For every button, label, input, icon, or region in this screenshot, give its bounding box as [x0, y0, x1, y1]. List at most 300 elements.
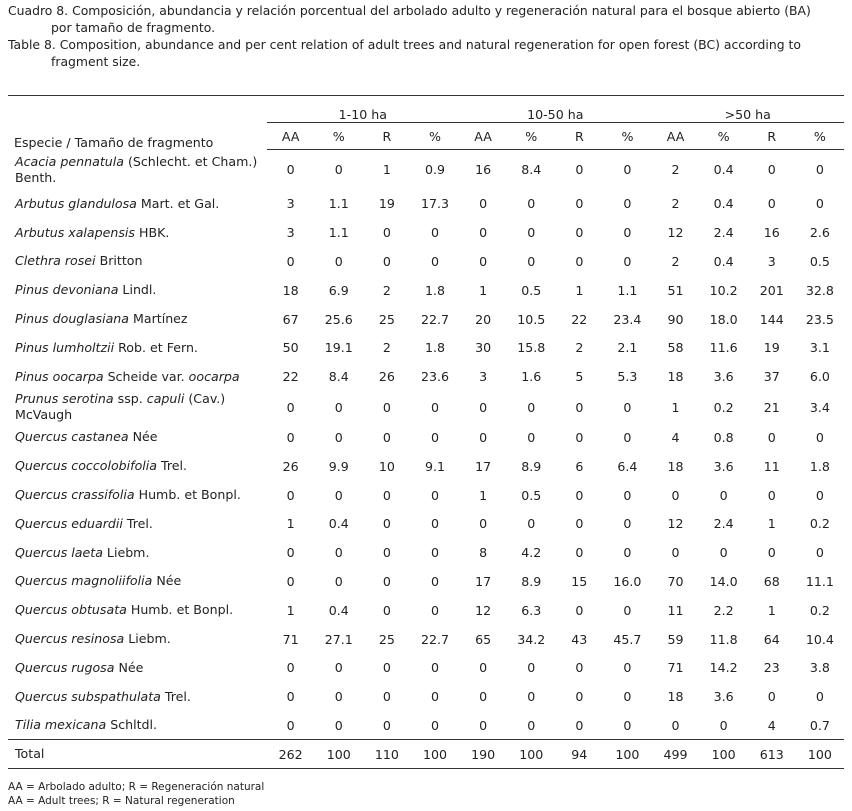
caption-spanish-text: Cuadro 8. Composición, abundancia y relación porcentual del arbolado adulto y regeneración natural para el bosque abierto (BA)	[8, 3, 811, 18]
value-cell: 0.4	[328, 602, 349, 618]
value-cell: 25.6	[324, 311, 353, 327]
total-value-cell: 100	[700, 740, 748, 769]
value-cell: 3.8	[809, 660, 830, 676]
value-cell: 1	[286, 516, 295, 532]
value-cell: 0	[286, 487, 295, 503]
value-cell: 0	[430, 717, 439, 733]
caption-english	[8, 36, 846, 70]
value-cell: 0	[623, 660, 632, 676]
species-cell	[8, 452, 267, 481]
value-cell: 0	[767, 545, 776, 561]
total-value-cell: 100	[603, 740, 651, 769]
value-cell: 0	[382, 602, 391, 618]
value-cell: 1.6	[521, 369, 542, 385]
species-author: Née	[152, 573, 182, 589]
value-cell: 0.4	[328, 516, 349, 532]
value-cell: 2.6	[809, 225, 830, 241]
value-cell: 0	[623, 399, 632, 415]
value-cell: 0	[575, 253, 584, 269]
species-author: Britton	[95, 253, 143, 269]
value-cell: 0	[479, 689, 488, 705]
value-cell: 2.2	[713, 602, 734, 618]
value-cell: 0	[815, 545, 824, 561]
species-genus: Pinus oocarpa	[15, 368, 104, 384]
caption-spanish	[8, 2, 846, 36]
value-cell: 0	[382, 717, 391, 733]
species-infraspecific: oocarpa	[188, 368, 240, 384]
value-cell: 5.3	[617, 369, 638, 385]
value-cell: 2	[575, 340, 584, 356]
table-row	[8, 150, 844, 190]
column-header: %	[507, 123, 555, 150]
value-cell: 0	[430, 399, 439, 415]
value-cell: 43	[571, 631, 588, 647]
value-cell: 6.0	[809, 369, 830, 385]
species-genus: Quercus laeta	[15, 544, 103, 560]
value-cell: 0	[334, 429, 343, 445]
value-cell: 0	[382, 689, 391, 705]
value-cell: 0	[430, 429, 439, 445]
value-cell: 1	[479, 282, 488, 298]
value-cell: 0.4	[713, 162, 734, 178]
species-genus: Arbutus glandulosa	[15, 195, 137, 211]
value-cell: 0.8	[713, 429, 734, 445]
value-cell: 0	[575, 487, 584, 503]
species-author: Trel.	[122, 515, 153, 531]
value-cell: 4	[767, 717, 776, 733]
value-cell: 0	[430, 487, 439, 503]
group-header-10-50: 10-50 ha	[459, 96, 651, 123]
species-cell	[8, 509, 267, 538]
value-cell: 2	[382, 282, 391, 298]
species-author: Liebm.	[124, 631, 171, 647]
value-cell: 1.1	[617, 282, 638, 298]
species-cell	[8, 333, 267, 362]
value-cell: 10.5	[517, 311, 546, 327]
value-cell: 0	[815, 162, 824, 178]
value-cell: 0	[430, 516, 439, 532]
value-cell: 2	[671, 162, 680, 178]
value-cell: 0	[479, 429, 488, 445]
value-cell: 17	[475, 458, 492, 474]
value-cell: 8.4	[328, 369, 349, 385]
total-value-cell: 190	[459, 740, 507, 769]
species-genus: Quercus obtusata	[15, 602, 127, 618]
value-cell: 2.1	[617, 340, 638, 356]
value-cell: 0	[575, 429, 584, 445]
value-cell: 2.4	[713, 516, 734, 532]
species-cell	[8, 247, 267, 276]
species-cell	[8, 276, 267, 305]
value-cell: 0	[671, 717, 680, 733]
value-cell: 3	[286, 225, 295, 241]
value-cell: 0	[479, 399, 488, 415]
value-cell: 26	[378, 369, 395, 385]
value-cell: 11.6	[709, 340, 738, 356]
species-genus: Quercus subspathulata	[15, 688, 161, 704]
table-row	[8, 538, 844, 567]
species-author: Née	[128, 429, 158, 445]
value-cell: 11.8	[709, 631, 738, 647]
note-spanish: AA = Arbolado adulto; R = Regeneración natural	[8, 781, 265, 793]
value-cell: 0	[334, 399, 343, 415]
value-cell: 0	[767, 689, 776, 705]
column-header: AA	[267, 123, 315, 150]
column-header: %	[315, 123, 363, 150]
species-author: Humb. et Bonpl.	[126, 602, 234, 618]
value-cell: 16	[475, 162, 492, 178]
value-cell: 0	[430, 545, 439, 561]
value-cell: 0	[623, 602, 632, 618]
value-cell: 0	[479, 516, 488, 532]
value-cell: 0	[527, 196, 536, 212]
value-cell: 0	[767, 196, 776, 212]
value-cell: 18	[667, 369, 684, 385]
value-cell: 8.9	[521, 573, 542, 589]
value-cell: 19	[763, 340, 780, 356]
value-cell: 14.0	[709, 573, 738, 589]
value-cell: 50	[282, 340, 299, 356]
group-header-over-50: >50 ha	[651, 96, 844, 123]
value-cell: 8.9	[521, 458, 542, 474]
species-author: Trel.	[160, 688, 191, 704]
value-cell: 8.4	[521, 162, 542, 178]
value-cell: 6.3	[521, 602, 542, 618]
value-cell: 1	[671, 399, 680, 415]
total-value-cell: 100	[796, 740, 844, 769]
value-cell: 0	[527, 717, 536, 733]
value-cell: 0	[382, 573, 391, 589]
value-cell: 0.2	[809, 516, 830, 532]
value-cell: 23.6	[420, 369, 450, 385]
value-cell: 3.4	[809, 399, 830, 415]
table-row	[8, 276, 844, 305]
value-cell: 12	[667, 225, 684, 241]
value-cell: 0	[527, 399, 536, 415]
value-cell: 0	[430, 602, 439, 618]
value-cell: 3	[479, 369, 488, 385]
table-row	[8, 567, 844, 596]
species-author: Née	[114, 659, 144, 675]
value-cell: 71	[282, 631, 299, 647]
value-cell: 0	[575, 717, 584, 733]
species-genus: Pinus devoniana	[15, 282, 119, 298]
value-cell: 18	[667, 689, 684, 705]
value-cell: 25	[378, 631, 395, 647]
value-cell: 0	[575, 516, 584, 532]
table-row	[8, 682, 844, 711]
species-author: Scheide var.	[103, 368, 189, 384]
species-cell	[8, 391, 267, 423]
value-cell: 2	[671, 196, 680, 212]
species-author: Trel.	[157, 458, 188, 474]
value-cell: 0	[527, 660, 536, 676]
value-cell: 201	[759, 282, 784, 298]
data-table	[8, 95, 844, 769]
value-cell: 0	[527, 429, 536, 445]
species-cell	[8, 190, 267, 219]
species-author: Humb. et Bonpl.	[134, 487, 241, 503]
value-cell: 59	[667, 631, 684, 647]
value-cell: 0	[527, 225, 536, 241]
species-genus: Acacia pennatula	[15, 153, 124, 169]
species-cell	[8, 682, 267, 711]
species-infraspecific: capuli	[146, 391, 185, 407]
column-header: %	[796, 123, 844, 150]
value-cell: 0	[334, 689, 343, 705]
value-cell: 0	[815, 429, 824, 445]
value-cell: 17	[475, 573, 492, 589]
species-genus: Quercus coccolobifolia	[15, 458, 158, 474]
species-author: Martínez	[129, 311, 188, 327]
value-cell: 12	[667, 516, 684, 532]
value-cell: 18	[282, 282, 299, 298]
value-cell: 11	[763, 458, 780, 474]
value-cell: 51	[667, 282, 684, 298]
value-cell: 0	[575, 602, 584, 618]
value-cell: 3	[286, 196, 295, 212]
value-cell: 9.9	[328, 458, 349, 474]
total-row	[8, 740, 844, 769]
value-cell: 0	[623, 196, 632, 212]
value-cell: 0	[623, 162, 632, 178]
value-cell: 0	[286, 429, 295, 445]
species-cell	[8, 150, 267, 190]
total-value-cell: 613	[748, 740, 796, 769]
value-cell: 0.9	[424, 162, 445, 178]
value-cell: 15	[571, 573, 588, 589]
value-cell: 21	[763, 399, 780, 415]
species-cell	[8, 538, 267, 567]
value-cell: 0	[671, 545, 680, 561]
value-cell: 23	[763, 660, 780, 676]
value-cell: 0	[334, 162, 343, 178]
value-cell: 0	[382, 399, 391, 415]
value-cell: 0	[575, 225, 584, 241]
value-cell: 0	[719, 717, 728, 733]
value-cell: 6.4	[617, 458, 638, 474]
value-cell: 34.2	[517, 631, 546, 647]
table-row	[8, 247, 844, 276]
value-cell: 26	[282, 458, 299, 474]
species-author: Mart. et Gal.	[136, 195, 220, 211]
value-cell: 0	[575, 162, 584, 178]
species-genus: Quercus crassifolia	[15, 487, 135, 503]
species-cell	[8, 653, 267, 682]
table-row	[8, 218, 844, 247]
value-cell: 18	[667, 458, 684, 474]
value-cell: 27.1	[324, 631, 353, 647]
value-cell: 3	[767, 253, 776, 269]
value-cell: 0.4	[713, 196, 734, 212]
value-cell: 0	[623, 545, 632, 561]
value-cell: 0	[815, 196, 824, 212]
value-cell: 1	[767, 516, 776, 532]
value-cell: 1	[382, 162, 391, 178]
species-author: Liebm.	[102, 544, 150, 560]
value-cell: 19.1	[324, 340, 353, 356]
table-row	[8, 452, 844, 481]
value-cell: 6.9	[328, 282, 349, 298]
species-author: HBK.	[135, 224, 170, 240]
value-cell: 0	[815, 689, 824, 705]
table-row	[8, 305, 844, 334]
column-header: R	[748, 123, 796, 150]
value-cell: 6	[575, 458, 584, 474]
value-cell: 0	[719, 545, 728, 561]
value-cell: 15.8	[517, 340, 546, 356]
value-cell: 0	[575, 399, 584, 415]
total-value-cell: 100	[411, 740, 459, 769]
value-cell: 3.1	[809, 340, 830, 356]
table-row	[8, 333, 844, 362]
total-value-cell: 100	[315, 740, 363, 769]
value-cell: 19	[378, 196, 395, 212]
value-cell: 64	[763, 631, 780, 647]
value-cell: 0	[286, 573, 295, 589]
value-cell: 0	[479, 225, 488, 241]
value-cell: 17.3	[420, 196, 450, 212]
value-cell: 0	[767, 162, 776, 178]
value-cell: 0	[623, 487, 632, 503]
value-cell: 0	[479, 660, 488, 676]
value-cell: 0	[286, 162, 295, 178]
value-cell: 10.4	[805, 631, 834, 647]
species-genus: Pinus douglasiana	[15, 311, 129, 327]
table-row	[8, 625, 844, 654]
value-cell: 0	[623, 516, 632, 532]
species-cell	[8, 481, 267, 510]
table-row	[8, 362, 844, 391]
value-cell: 0	[767, 429, 776, 445]
value-cell: 0	[479, 717, 488, 733]
value-cell: 22.7	[420, 631, 450, 647]
value-cell: 1.8	[809, 458, 830, 474]
column-header: %	[411, 123, 459, 150]
value-cell: 3.6	[713, 458, 734, 474]
value-cell: 0	[575, 689, 584, 705]
note-english: AA = Adult trees; R = Natural regeneration	[8, 795, 235, 807]
value-cell: 0.5	[809, 253, 830, 269]
species-genus: Quercus rugosa	[15, 659, 115, 675]
value-cell: 2	[671, 253, 680, 269]
value-cell: 11.1	[805, 573, 834, 589]
species-genus: Quercus castanea	[15, 429, 129, 445]
total-value-cell: 499	[651, 740, 699, 769]
value-cell: 18.0	[709, 311, 738, 327]
column-header: %	[700, 123, 748, 150]
value-cell: 0	[334, 253, 343, 269]
column-header: AA	[459, 123, 507, 150]
value-cell: 68	[763, 573, 780, 589]
value-cell: 0	[430, 573, 439, 589]
total-value-cell: 100	[507, 740, 555, 769]
value-cell: 0	[382, 253, 391, 269]
value-cell: 4.2	[521, 545, 542, 561]
value-cell: 12	[475, 602, 492, 618]
value-cell: 23.5	[805, 311, 834, 327]
species-author: Rob. et Fern.	[114, 339, 198, 355]
species-genus: Quercus magnoliifolia	[15, 573, 153, 589]
value-cell: 0	[575, 196, 584, 212]
column-header: AA	[651, 123, 699, 150]
value-cell: 0	[286, 399, 295, 415]
value-cell: 1.1	[328, 225, 349, 241]
value-cell: 71	[667, 660, 684, 676]
value-cell: 20	[475, 311, 492, 327]
species-cell	[8, 305, 267, 334]
value-cell: 0.5	[521, 282, 542, 298]
value-cell: 16.0	[613, 573, 642, 589]
table-row	[8, 391, 844, 423]
value-cell: 2.4	[713, 225, 734, 241]
species-author: Lindl.	[118, 282, 157, 298]
value-cell: 0	[334, 487, 343, 503]
value-cell: 10.2	[709, 282, 738, 298]
species-genus: Tilia mexicana	[15, 717, 107, 733]
species-author: ssp.	[113, 391, 147, 407]
value-cell: 11	[667, 602, 684, 618]
value-cell: 0	[334, 545, 343, 561]
species-genus: Clethra rosei	[15, 253, 96, 269]
species-cell	[8, 625, 267, 654]
value-cell: 4	[671, 429, 680, 445]
value-cell: 14.2	[709, 660, 738, 676]
value-cell: 5	[575, 369, 584, 385]
value-cell: 0	[430, 689, 439, 705]
value-cell: 0	[382, 545, 391, 561]
value-cell: 0	[286, 717, 295, 733]
value-cell: 0	[382, 429, 391, 445]
species-author: (Schlecht. et Cham.) Benth.	[15, 153, 258, 185]
value-cell: 0	[815, 487, 824, 503]
value-cell: 1	[286, 602, 295, 618]
value-cell: 0	[527, 253, 536, 269]
table-row	[8, 423, 844, 452]
value-cell: 37	[763, 369, 780, 385]
value-cell: 0	[767, 487, 776, 503]
species-genus: Arbutus xalapensis	[15, 224, 135, 240]
value-cell: 22.7	[420, 311, 450, 327]
value-cell: 0	[382, 660, 391, 676]
value-cell: 1	[767, 602, 776, 618]
caption-english-continuation: fragment size.	[51, 54, 141, 69]
value-cell: 90	[667, 311, 684, 327]
value-cell: 58	[667, 340, 684, 356]
value-cell: 70	[667, 573, 684, 589]
value-cell: 45.7	[613, 631, 642, 647]
species-cell	[8, 362, 267, 391]
value-cell: 0	[719, 487, 728, 503]
table-row	[8, 711, 844, 740]
value-cell: 1.8	[424, 282, 445, 298]
value-cell: 144	[759, 311, 784, 327]
value-cell: 10	[378, 458, 395, 474]
value-cell: 0	[479, 253, 488, 269]
species-cell	[8, 567, 267, 596]
species-cell	[8, 218, 267, 247]
table-row	[8, 596, 844, 625]
value-cell: 0	[286, 253, 295, 269]
table-row	[8, 481, 844, 510]
species-header: Especie / Tamaño de fragmento	[8, 96, 267, 150]
species-author: Schltdl.	[106, 717, 158, 733]
caption-english-text: Table 8. Composition, abundance and per cent relation of adult trees and natural regeneration for open forest (BC) according to	[8, 37, 801, 52]
value-cell: 3.6	[713, 689, 734, 705]
value-cell: 0	[623, 253, 632, 269]
column-header: R	[555, 123, 603, 150]
caption-spanish-continuation: por tamaño de fragmento.	[51, 20, 216, 35]
